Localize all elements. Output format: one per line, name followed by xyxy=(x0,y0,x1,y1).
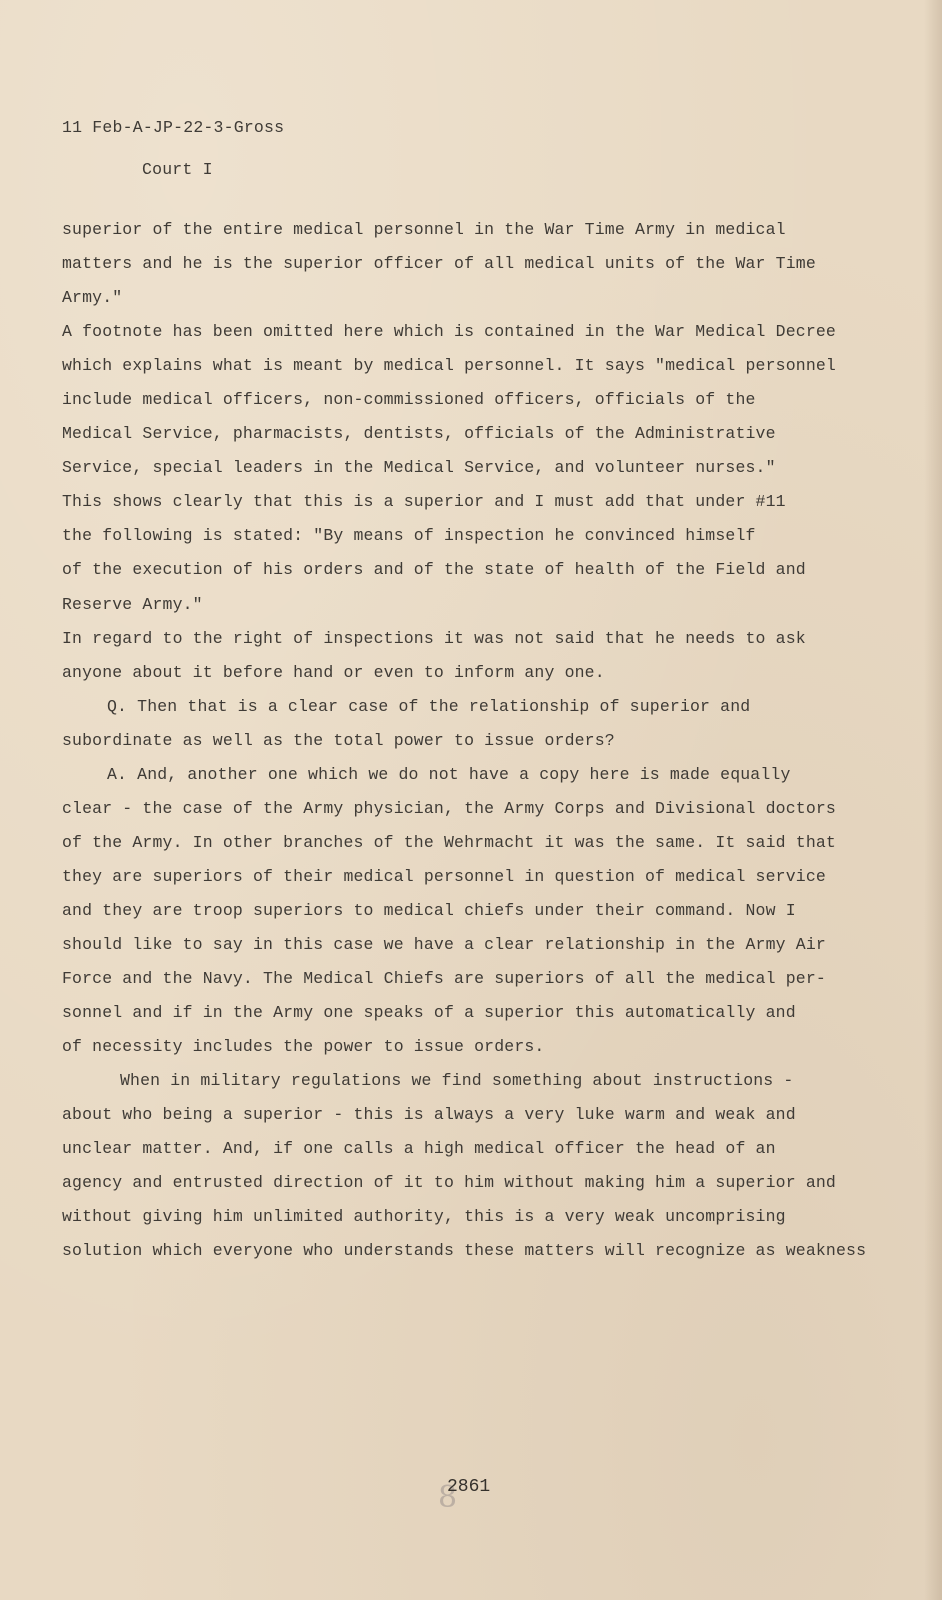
court-label: Court I xyxy=(142,160,213,179)
page-edge-shadow xyxy=(924,0,942,1600)
text-line: the following is stated: "By means of inspection he convinced himself xyxy=(62,526,756,546)
page-number: 2861 xyxy=(447,1477,491,1497)
text-line: In regard to the right of inspections it was not said that he needs to ask xyxy=(62,628,806,648)
reference-code: 11 Feb-A-JP-22-3-Gross xyxy=(62,118,285,137)
text-line: clear - the case of the Army physician, the Army Corps and Divisional doctors xyxy=(62,798,836,818)
stamp-mark: 8 xyxy=(438,1480,458,1515)
text-line: superior of the entire medical personnel in the War Time Army in medical xyxy=(62,220,786,239)
text-line: When in military regulations we find something about instructions - xyxy=(120,1071,794,1091)
text-line: sonnel and if in the Army one speaks of a superior this automatically and xyxy=(62,1003,796,1023)
text-line: which explains what is meant by medical personnel. It says "medical personnel xyxy=(62,356,836,376)
text-line: unclear matter. And, if one calls a high medical officer the head of an xyxy=(62,1139,776,1159)
text-line: agency and entrusted direction of it to him without making him a superior and xyxy=(62,1173,836,1193)
text-line: should like to say in this case we have a clear relationship in the Army Air xyxy=(62,934,826,954)
transcript-body xyxy=(62,213,884,1268)
text-line: Army." xyxy=(62,288,123,308)
text-line: without giving him unlimited authority, this is a very weak uncomprising xyxy=(62,1207,786,1227)
text-line: matters and he is the superior officer of all medical units of the War Time xyxy=(62,254,816,274)
text-line: This shows clearly that this is a superior and I must add that under #11 xyxy=(62,492,786,512)
text-line: subordinate as well as the total power to issue orders? xyxy=(62,730,615,750)
text-line: of the Army. In other branches of the Wehrmacht it was the same. It said that xyxy=(62,832,836,852)
text-line: anyone about it before hand or even to inform any one. xyxy=(62,662,605,682)
text-line: Force and the Navy. The Medical Chiefs are superiors of all the medical per- xyxy=(62,969,826,989)
text-line: of the execution of his orders and of the state of health of the Field and xyxy=(62,560,806,580)
text-line: and they are troop superiors to medical chiefs under their command. Now I xyxy=(62,900,796,920)
text-line: of necessity includes the power to issue orders. xyxy=(62,1037,545,1057)
text-line: Medical Service, pharmacists, dentists, officials of the Administrative xyxy=(62,424,776,444)
text-line: they are superiors of their medical personnel in question of medical service xyxy=(62,866,826,886)
text-line: A. And, another one which we do not have a copy here is made equally xyxy=(107,764,791,784)
text-line: A footnote has been omitted here which is contained in the War Medical Decree xyxy=(62,322,836,342)
text-line: solution which everyone who understands these matters will recognize as weakness xyxy=(62,1241,867,1261)
text-line: Q. Then that is a clear case of the relationship of superior and xyxy=(107,696,751,716)
text-line: Reserve Army." xyxy=(62,594,203,614)
text-line: Service, special leaders in the Medical Service, and volunteer nurses." xyxy=(62,458,776,478)
text-line: about who being a superior - this is always a very luke warm and weak and xyxy=(62,1105,796,1125)
text-line: include medical officers, non-commissioned officers, officials of the xyxy=(62,390,756,410)
